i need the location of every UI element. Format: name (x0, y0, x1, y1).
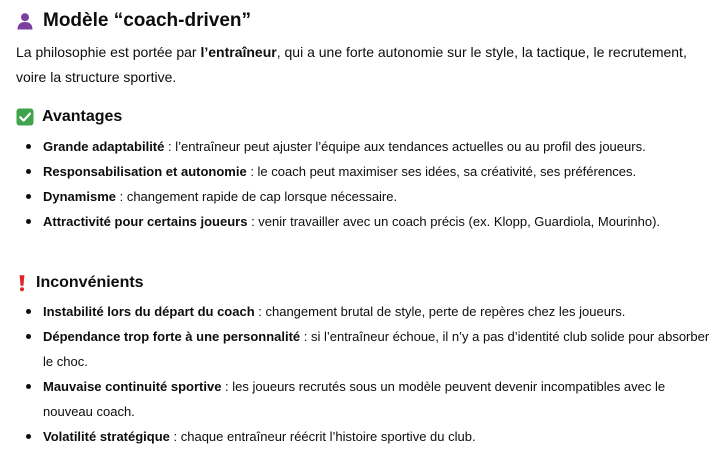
list-item (16, 159, 716, 184)
item-text: : chaque entraîneur réécrit l’histoire sportive du club. (169, 429, 476, 444)
intro-paragraph (16, 40, 706, 90)
drawbacks-title: Inconvénients (36, 274, 144, 291)
item-text: : les joueurs recrutés sous un modèle peuvent devenir incompatibles avec le nouveau coach. (43, 379, 666, 419)
bullet-icon (26, 144, 31, 149)
item-text: : l’entraîneur peut ajuster l’équipe aux tendances actuelles ou au profil des joueurs. (164, 139, 646, 154)
item-label: Dynamisme (43, 189, 116, 204)
item-text: : venir travailler avec un coach précis (ex. Klopp, Guardiola, Mourinho). (247, 214, 661, 229)
check-mark-button-icon (16, 108, 34, 126)
item-label: Volatilité stratégique (43, 429, 170, 444)
list-item (16, 184, 716, 209)
list-item (16, 374, 716, 424)
exclamation-mark-icon (16, 274, 28, 292)
advantages-list (16, 134, 716, 234)
item-label: Dépendance trop forte à une personnalité (43, 329, 301, 344)
item-label: Grande adaptabilité (43, 139, 165, 154)
intro-text-end: , qui a une forte autonomie sur le style, la tactique, le recrutement, voire la structure sportive. (16, 44, 687, 85)
bullet-icon (26, 309, 31, 314)
list-item (16, 299, 716, 324)
bullet-icon (26, 169, 31, 174)
item-label: Mauvaise continuité sportive (43, 379, 222, 394)
section-title: Modèle “coach-driven” (43, 10, 251, 31)
section-heading (16, 10, 251, 32)
person-silhouette-icon (16, 12, 34, 30)
intro-emphasis: l’entraîneur (200, 44, 277, 60)
list-item (16, 424, 716, 449)
item-label: Instabilité lors du départ du coach (43, 304, 255, 319)
bullet-icon (26, 194, 31, 199)
item-label: Attractivité pour certains joueurs (43, 214, 248, 229)
bullet-icon (26, 384, 31, 389)
bullet-icon (26, 334, 31, 339)
advantages-heading (16, 108, 122, 126)
bullet-icon (26, 219, 31, 224)
item-text: : changement brutal de style, perte de repères chez les joueurs. (254, 304, 626, 319)
intro-text-start: La philosophie est portée par (16, 44, 201, 60)
item-label: Responsabilisation et autonomie (43, 164, 247, 179)
drawbacks-list (16, 299, 716, 449)
advantages-title: Avantages (42, 108, 123, 125)
bullet-icon (26, 434, 31, 439)
list-item (16, 324, 716, 374)
list-item (16, 209, 716, 234)
list-item (16, 134, 716, 159)
item-text: : si l’entraîneur échoue, il n’y a pas d’identité club solide pour absorber le choc. (43, 329, 710, 369)
drawbacks-heading (16, 274, 144, 292)
item-text: : changement rapide de cap lorsque nécessaire. (115, 189, 398, 204)
item-text: : le coach peut maximiser ses idées, sa créativité, ses préférences. (246, 164, 637, 179)
